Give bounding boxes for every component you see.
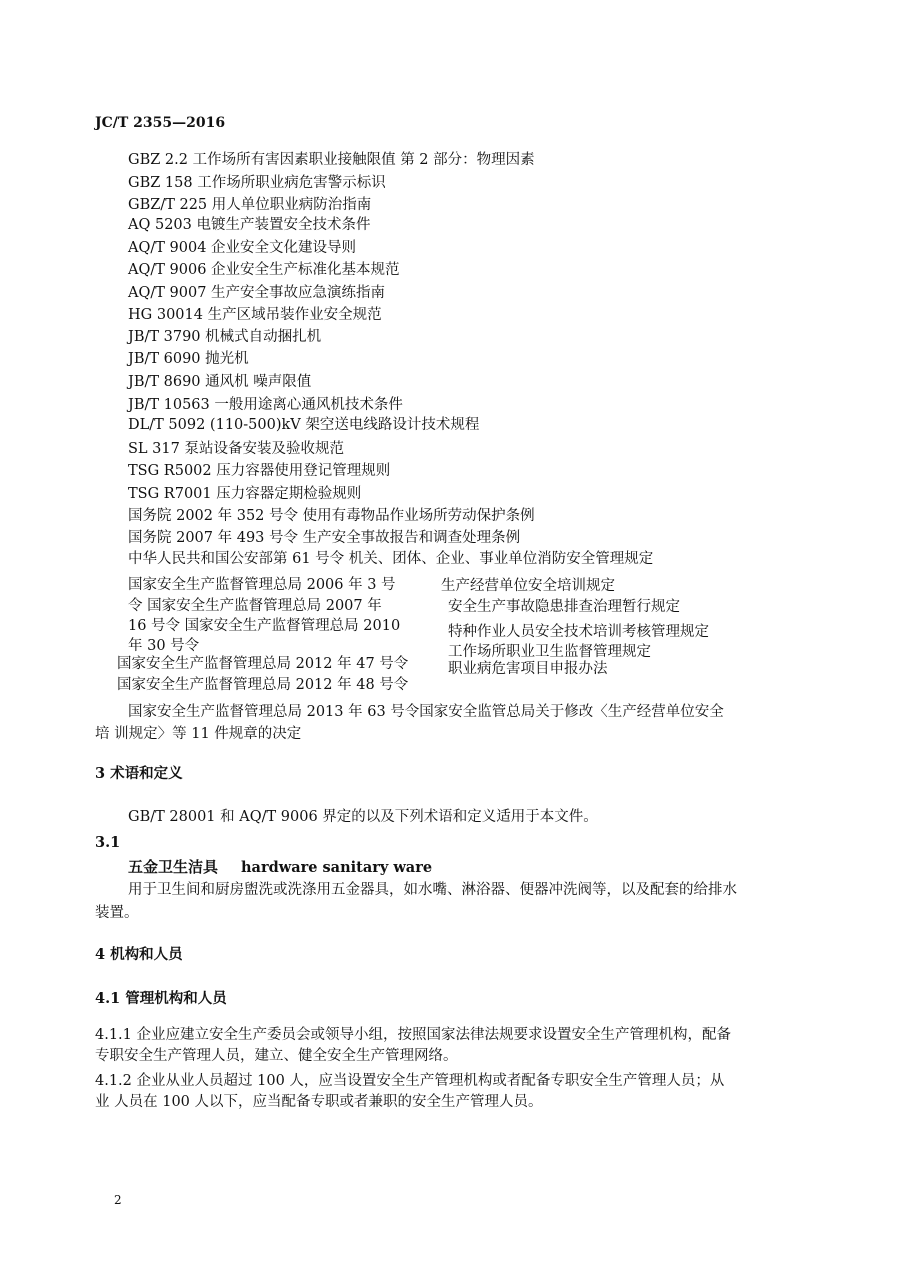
reference-item: AQ/T 9004 企业安全文化建设导则	[128, 240, 357, 256]
regulation-title: 职业病危害项目申报办法	[448, 661, 608, 677]
regulation-left-line: 国家安全生产监督管理总局 2006 年 3 号	[128, 577, 396, 593]
clause-4-1-1-line2: 专职安全生产管理人员，建立、健全安全生产管理网络。	[95, 1048, 458, 1064]
section-4-heading: 4 机构和人员	[95, 946, 183, 963]
reference-item-last-line1: 国家安全生产监督管理总局 2013 年 63 号令国家安全监管总局关于修改〈生产经营单位安全	[128, 704, 724, 720]
reference-item: 国务院 2007 年 493 号令 生产安全事故报告和调查处理条例	[128, 530, 521, 546]
reference-item: GBZ 158 工作场所职业病危害警示标识	[128, 175, 386, 191]
section-3-intro: GB/T 28001 和 AQ/T 9006 界定的以及下列术语和定义适用于本文件。	[128, 809, 598, 825]
clause-4-1-1-line1: 4.1.1 企业应建立安全生产委员会或领导小组，按照国家法律法规要求设置安全生产管理机构，配备	[95, 1027, 731, 1043]
term-definition-line2: 装置。	[95, 905, 139, 921]
reference-item: GBZ/T 225 用人单位职业病防治指南	[128, 197, 372, 213]
standard-code-header: JC/T 2355—2016	[95, 115, 226, 131]
term-cn: 五金卫生洁具	[128, 858, 219, 876]
regulation-title: 安全生产事故隐患排查治理暂行规定	[448, 599, 680, 615]
clause-4-1-2-line2: 业 人员在 100 人以下，应当配备专职或者兼职的安全生产管理人员。	[95, 1094, 543, 1110]
reference-item: 中华人民共和国公安部第 61 号令 机关、团体、企业、事业单位消防安全管理规定	[128, 551, 654, 567]
regulation-left-line: 令 国家安全生产监督管理总局 2007 年	[128, 598, 382, 614]
regulation-title: 生产经营单位安全培训规定	[441, 578, 615, 594]
reference-item: GBZ 2.2 工作场所有害因素职业接触限值 第 2 部分：物理因素	[128, 152, 535, 168]
reference-item: JB/T 8690 通风机 噪声限值	[128, 374, 312, 390]
clause-4-1-2-line1: 4.1.2 企业从业人员超过 100 人，应当设置安全生产管理机构或者配备专职安全生产管理人员；从	[95, 1073, 725, 1089]
reference-item: 国务院 2002 年 352 号令 使用有毒物品作业场所劳动保护条例	[128, 508, 535, 524]
reference-item: SL 317 泵站设备安装及验收规范	[128, 441, 344, 457]
term-number: 3.1	[95, 834, 121, 851]
regulation-left-line: 国家安全生产监督管理总局 2012 年 48 号令	[117, 677, 409, 693]
reference-item-last-line2: 培 训规定〉等 11 件规章的决定	[95, 726, 302, 742]
section-3-heading: 3 术语和定义	[95, 765, 183, 782]
term-definition-line1: 用于卫生间和厨房盥洗或洗涤用五金器具，如水嘴、淋浴器、便器冲洗阀等，以及配套的给排水	[128, 882, 737, 898]
reference-item: DL/T 5092 (110-500)kV 架空送电线路设计技术规程	[128, 417, 480, 433]
term-en: hardware sanitary ware	[241, 859, 433, 876]
reference-item: AQ/T 9006 企业安全生产标准化基本规范	[128, 262, 400, 278]
reference-item: HG 30014 生产区域吊装作业安全规范	[128, 307, 382, 323]
reference-item: TSG R5002 压力容器使用登记管理规则	[128, 463, 391, 479]
regulation-left-line: 16 号令 国家安全生产监督管理总局 2010	[128, 618, 401, 634]
reference-item: TSG R7001 压力容器定期检验规则	[128, 486, 362, 502]
reference-item: JB/T 6090 抛光机	[128, 351, 249, 367]
regulation-title: 工作场所职业卫生监督管理规定	[448, 644, 651, 660]
reference-item: JB/T 10563 一般用途离心通风机技术条件	[128, 397, 403, 413]
reference-item: JB/T 3790 机械式自动捆扎机	[128, 329, 322, 345]
page-number: 2	[114, 1193, 122, 1207]
reference-item: AQ 5203 电镀生产装置安全技术条件	[128, 217, 371, 233]
reference-item: AQ/T 9007 生产安全事故应急演练指南	[128, 285, 386, 301]
regulation-left-line: 年 30 号令	[128, 638, 200, 654]
regulation-left-line: 国家安全生产监督管理总局 2012 年 47 号令	[117, 656, 409, 672]
section-4-1-heading: 4.1 管理机构和人员	[95, 990, 227, 1007]
regulation-title: 特种作业人员安全技术培训考核管理规定	[448, 624, 709, 640]
